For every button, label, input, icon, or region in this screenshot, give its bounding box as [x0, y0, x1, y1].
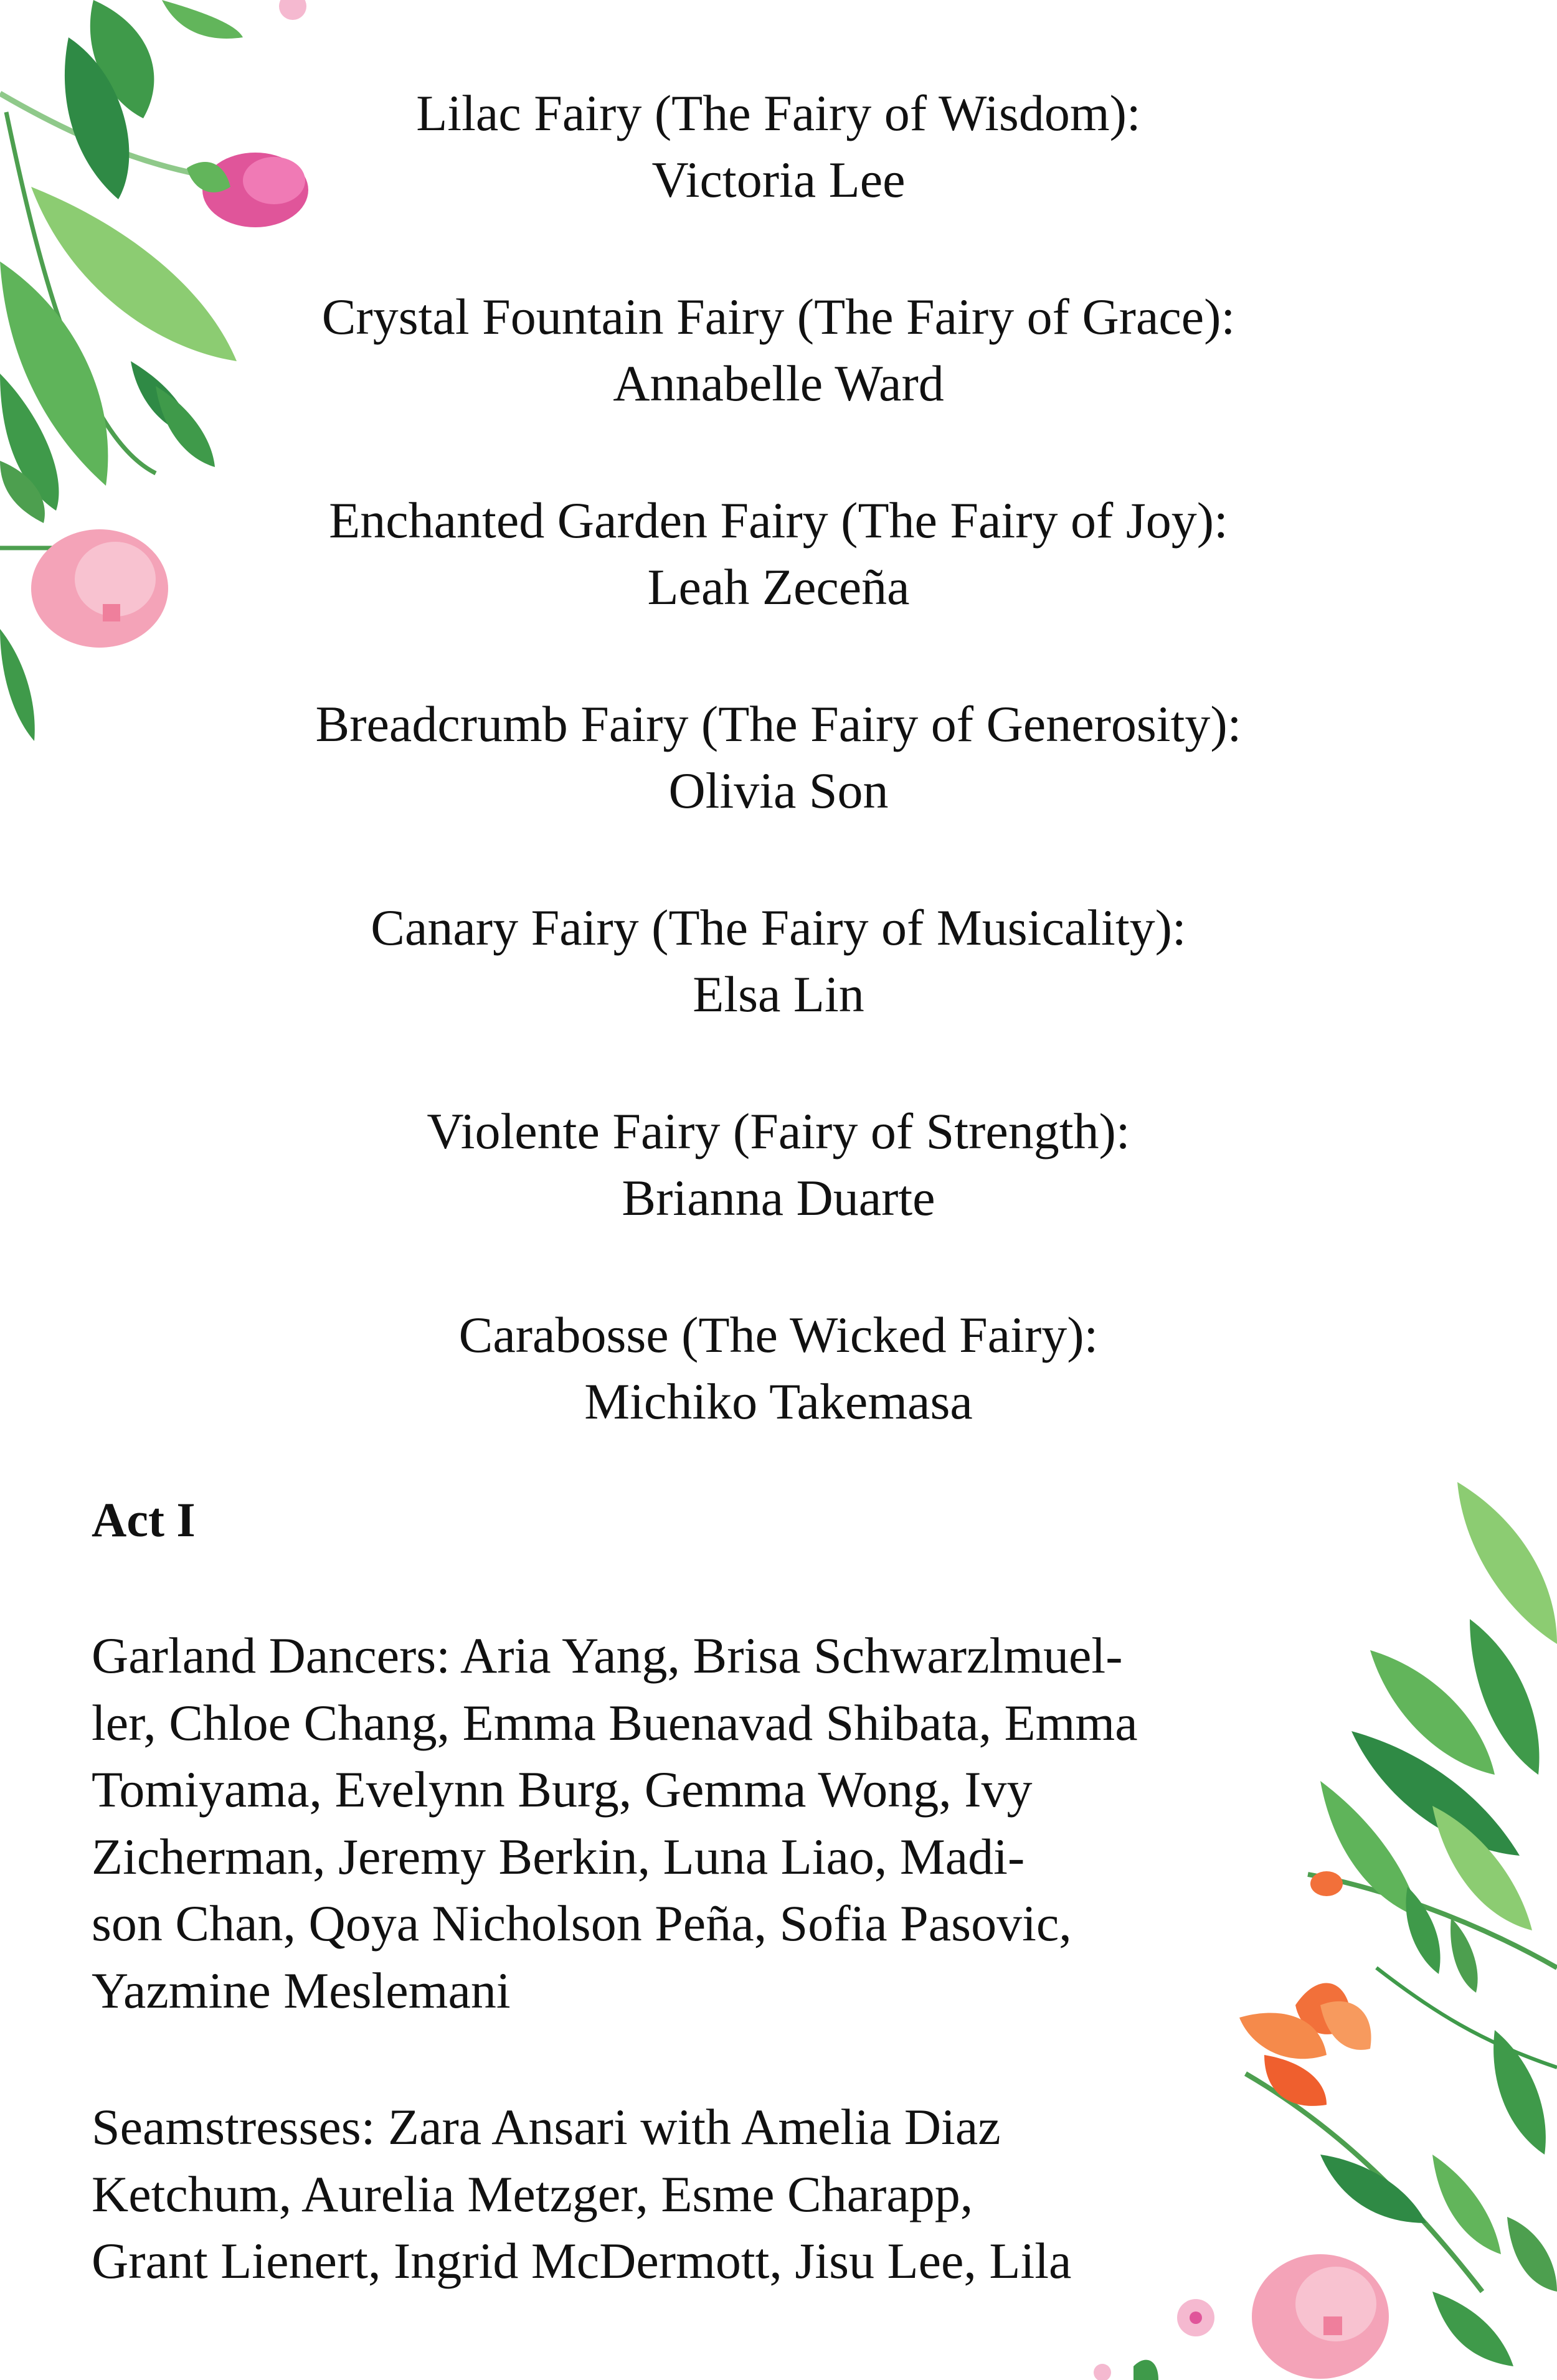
cast-role: Violente Fairy (Fairy of Strength):: [427, 1103, 1130, 1159]
cast-name: Brianna Duarte: [622, 1169, 935, 1226]
paragraph-line: Seamstresses: Zara Ansari with Amelia Diaz: [92, 2099, 1001, 2155]
cast-entry: [125, 1098, 1432, 1231]
cast-role: Canary Fairy (The Fairy of Musicality):: [371, 899, 1186, 956]
paragraph-line: Ketchum, Aurelia Metzger, Esme Charapp,: [92, 2165, 973, 2222]
act-heading: Act I: [92, 1493, 196, 1547]
paragraph-line: son Chan, Qoya Nicholson Peña, Sofia Pasovic,: [92, 1895, 1072, 1952]
cast-name: Michiko Takemasa: [584, 1373, 973, 1430]
cast-name: Olivia Son: [668, 762, 889, 819]
cast-list: [125, 80, 1432, 1505]
cast-entry: [125, 894, 1432, 1027]
cast-role: Carabosse (The Wicked Fairy):: [458, 1306, 1099, 1363]
paragraph-line: Yazmine Meslemani: [92, 1962, 511, 2019]
paragraph-line: Tomiyama, Evelynn Burg, Gemma Wong, Ivy: [92, 1761, 1033, 1818]
paragraph-line: Zicherman, Jeremy Berkin, Luna Liao, Madi-: [92, 1828, 1025, 1885]
cast-entry: [125, 691, 1432, 824]
cast-name: Annabelle Ward: [613, 355, 944, 412]
seamstresses-paragraph: [92, 2094, 1256, 2295]
paragraph-line: Grant Lienert, Ingrid McDermott, Jisu Lee, Lila: [92, 2232, 1072, 2289]
paragraph-line: Garland Dancers: Aria Yang, Brisa Schwarzlmuel-: [92, 1627, 1123, 1684]
cast-entry: [125, 1301, 1432, 1435]
cast-entry: [125, 487, 1432, 620]
cast-name: Leah Zeceña: [647, 559, 910, 615]
garland-dancers-paragraph: [92, 1622, 1256, 2024]
paragraph-line: ler, Chloe Chang, Emma Buenavad Shibata, Emma: [92, 1694, 1138, 1751]
cast-name: Victoria Lee: [651, 151, 906, 208]
cast-entry: [125, 283, 1432, 417]
cast-role: Breadcrumb Fairy (The Fairy of Generosity):: [315, 696, 1242, 752]
cast-role: Enchanted Garden Fairy (The Fairy of Joy):: [329, 492, 1228, 549]
cast-entry: [125, 80, 1432, 213]
cast-name: Elsa Lin: [693, 966, 864, 1022]
cast-role: Crystal Fountain Fairy (The Fairy of Grace):: [321, 288, 1236, 345]
cast-role: Lilac Fairy (The Fairy of Wisdom):: [416, 85, 1141, 141]
